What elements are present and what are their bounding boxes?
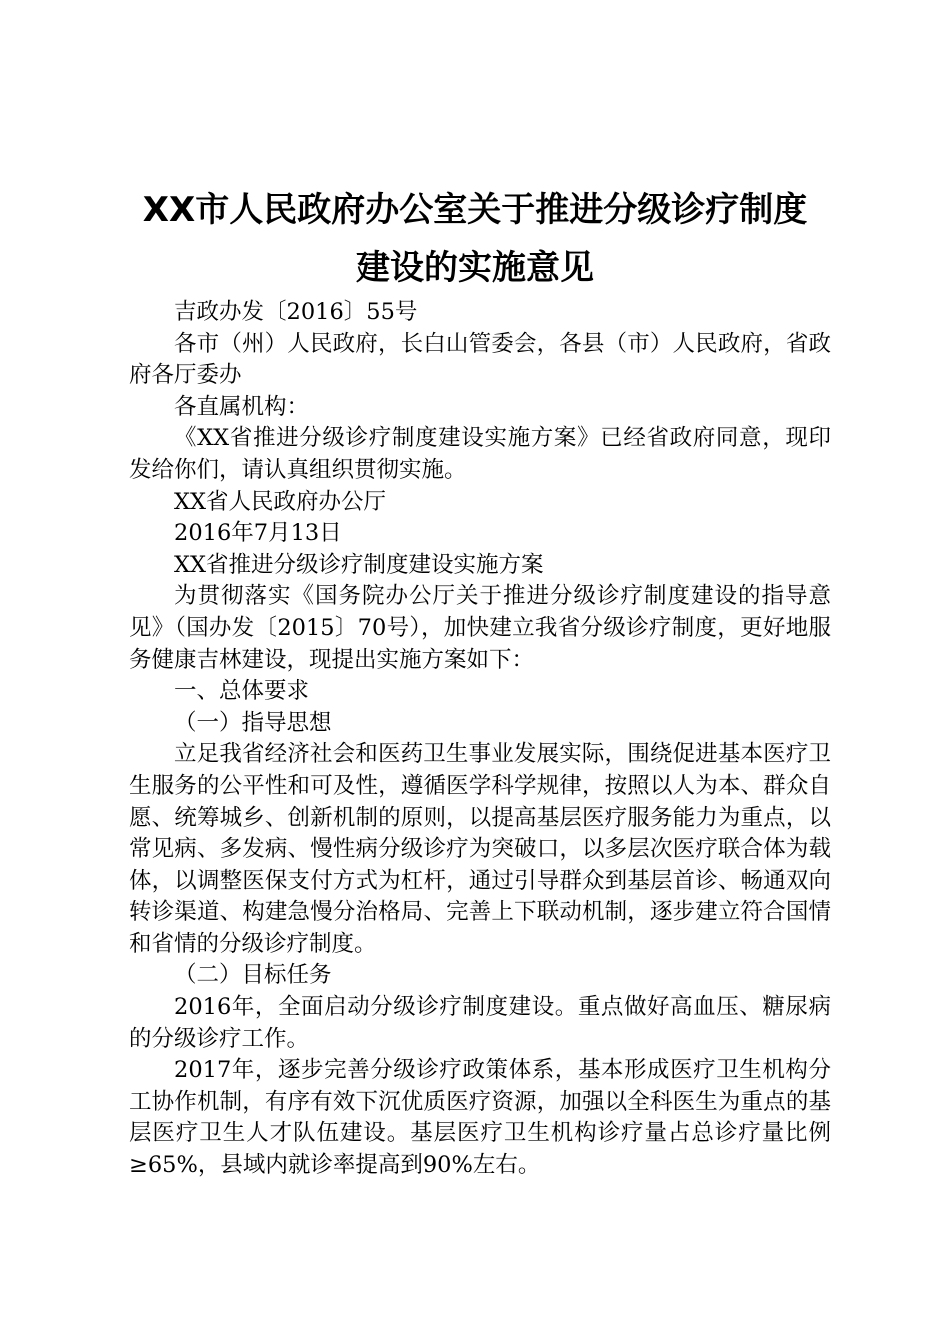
issue-date: 2016年7月13日 xyxy=(174,520,342,547)
notice-paragraph: 《XX省推进分级诊疗制度建设实施方案》已经省政府同意，现印发给你们，请认真组织贯彻实施。 xyxy=(129,425,831,483)
goal-2017-paragraph: 2017年，逐步完善分级诊疗政策体系，基本形成医疗卫生机构分工协作机制，有序有效下沉优质医疗资源，加强以全科医生为重点的基层医疗卫生人才队伍建设。基层医疗卫生机构诊疗量占总诊疗量比例≥65%，县域内就诊率提高到90%左右。 xyxy=(129,1057,831,1179)
recipients-line-continued: 各直属机构： xyxy=(174,393,310,420)
recipients-line: 各市（州）人民政府，长白山管委会，各县（市）人民政府，省政府各厅委办 xyxy=(129,330,831,389)
document-title-line-1: XX市人民政府办公室关于推进分级诊疗制度 xyxy=(142,190,808,230)
plan-title: XX省推进分级诊疗制度建设实施方案 xyxy=(174,551,544,578)
goal-2016-paragraph: 2016年，全面启动分级诊疗制度建设。重点做好高血压、糖尿病的分级诊疗工作。 xyxy=(129,994,831,1052)
guiding-ideology-paragraph: 立足我省经济社会和医药卫生事业发展实际，围绕促进基本医疗卫生服务的公平性和可及性，遵循医学科学规律，按照以人为本、群众自愿、统筹城乡、创新机制的原则，以提高基层医疗服务能力为重点，以常见病、多发病、慢性病分级诊疗为突破口，以多层次医疗联合体为载体，以调整医保支付方式为杠杆，通过引导群众到基层首诊、畅通双向转诊渠道、构建急慢分治格局、完善上下联动机制，逐步建立符合国情和省情的分级诊疗制度。 xyxy=(129,741,831,957)
document-body xyxy=(129,297,831,1182)
document-number: 吉政办发〔2016〕55号 xyxy=(174,299,418,325)
section-heading-general-requirements: 一、总体要求 xyxy=(174,678,310,705)
document-title-line-2: 建设的实施意见 xyxy=(356,248,594,288)
subsection-heading-goals: （二）目标任务 xyxy=(174,962,332,989)
subsection-heading-guiding-ideology: （一）指导思想 xyxy=(174,709,332,736)
issuing-office: XX省人民政府办公厅 xyxy=(174,488,387,515)
intro-paragraph: 为贯彻落实《国务院办公厅关于推进分级诊疗制度建设的指导意见》（国办发〔2015〕70号），加快建立我省分级诊疗制度，更好地服务健康吉林建设，现提出实施方案如下： xyxy=(129,583,831,673)
